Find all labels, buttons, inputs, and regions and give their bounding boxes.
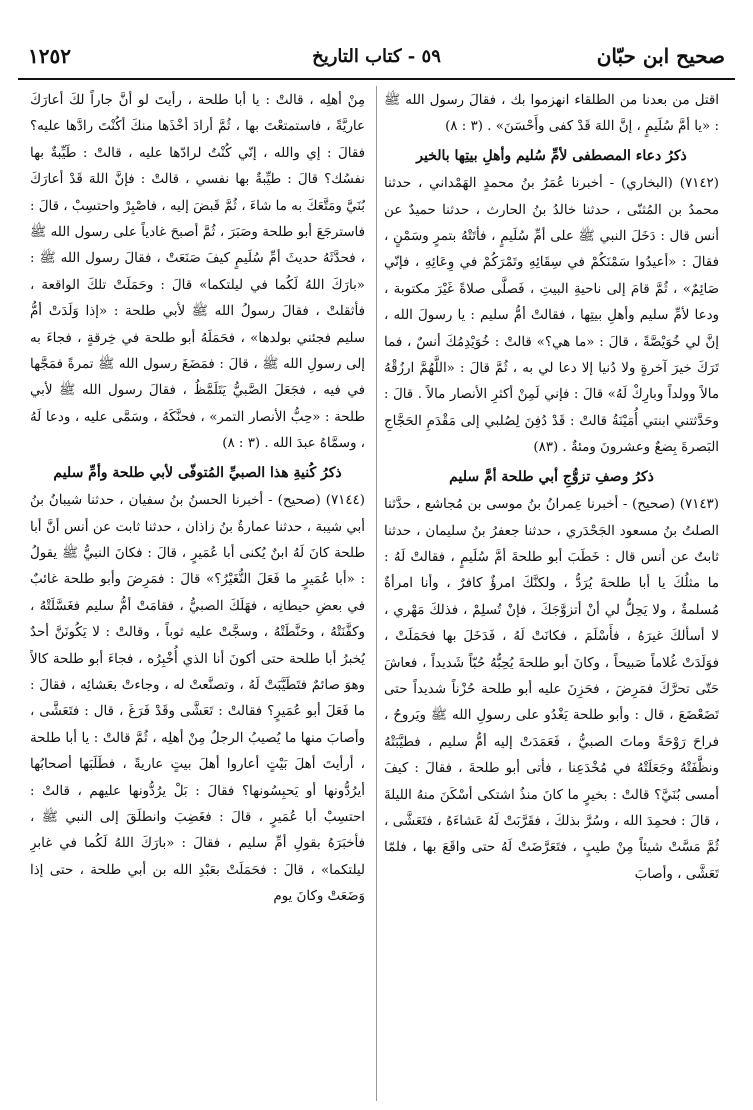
page-number: ١٢٥٢: [28, 44, 71, 68]
page-header: [18, 38, 735, 78]
right-text-column: [384, 88, 719, 1098]
book-title: صحيح ابن حبّان: [596, 44, 725, 68]
chapter-title: ٥٩ - كتاب التاريخ: [312, 46, 441, 67]
hadith-paragraph: مِنْ أهلِه ، قالتْ : يا أبا طلحة ، رأيتَ لو أنَّ جاراً لكَ أعارَكَ عاريَّةً ، فاستمتعْتَ بها ، ثُمَّ أرادَ أخْذَها منكَ أكُنْتَ رادَّها عليه؟ فقالَ : إي والله ، إنّي كُنْتُ لرادّها عليه ، قالتْ : طَيِّبةٌ بها نفسُك؟ قالَ : طيِّبةٌ بها نفسي ، قالتْ : فإنَّ اللهَ قَدْ أعارَكَ بُنَيَّ ومَتَّعَكَ به ما شاءَ ، ثُمَّ قَبضَ إليه ، فاصْبِرْ واحتسِبْ ، قالَ : فاسترجَعَ أبو طلحة وصَبَرَ ، ثُمَّ أصبحَ غادياً على رسول الله ﷺ ، فحدَّثَهُ حديثَ أمِّ سُلَيمٍ كيفَ صَنَعَتْ ، فقالَ رسول الله ﷺ : «بارَكَ اللهُ لَكُما في ليلتكما» قالَ : وحَمَلَتْ تلكَ الواقعة ، فأثقلتْ ، فقالَ رسولُ الله ﷺ لأبي طلحة : «إذا وَلَدَتْ أمُّ سليم فجئني بولدها» ، فحَمَلَهُ أبو طلحة في خِرقةٍ ، فجاءَ به إلى رسولِ الله ﷺ ، قالَ : فمَضَغَ رسول الله ﷺ تمرةً فمَجَّها في فيه ، فجَعَلَ الصَّبيُّ يَتَلَمَّظُ ، فقالَ رسول الله ﷺ لأبي طلحة : «حِبُّ الأنصار التمر» ، فحنَّكَهُ ، وسَمَّى عليه ، ودعا لَهُ ، وسمَّاهُ عبدَ الله . (٣ : ٨): [30, 93, 365, 452]
hadith-paragraph: اقتل من بعدنا من الطلقاء انهزموا بك ، فقالَ رسول الله ﷺ : «يا أمَّ سُلَيمٍ ، إنَّ اللهَ قَدْ كفى وأَحْسَنَ» . (٣ : ٨): [384, 93, 719, 135]
left-text-column: [30, 88, 365, 1098]
header-rule: [18, 78, 735, 80]
section-heading: ذكرُ كُنيةِ هذا الصبيِّ المُتوفّى لأبي طلحة وأمِّ سليم: [53, 464, 342, 481]
section-heading: ذكرُ وصفِ تزوُّجِ أبي طلحة أمَّ سليم: [449, 468, 654, 485]
hadith-paragraph: (٧١٤٣) (صحيح) - أخبرنا عِمرانُ بنُ موسى بن مُجاشع ، حدَّثنا الصلتُ بنُ مسعود الجَحْدَري ، حدثنا جعفرُ بنُ سليمان ، حدثنا ثابتٌ عن أنس قال : خَطَبَ أبو طلحةَ أمَّ سُلَيمٍ ، فقالتْ لَهُ : ما مثلُكَ يا أبا طلحةَ يُرَدُّ ، ولكنَّكَ امرؤٌ كافرٌ ، وأنا امرأةٌ مُسلمةٌ ، ولا يَحِلُّ لي أنْ أتزوَّجَكَ ، فإنْ تُسلِمْ ، فذلكَ مَهْري ، لا أسألكَ غيرَهُ ، فأَسْلَمَ ، فكانَتْ لَهُ ، فَدَخَلَ بها فحَمَلَتْ ، فوَلَدَتْ غُلاماً صَبيحاً ، وكانَ أبو طلحةَ يُحِبُّهُ حُبّاً شَديداً ، فعاشَ حَتّى تحرَّكَ فمَرِضَ ، فحَزِنَ عليه أبو طلحة حُزْناً شديداً حتى تَضَعْضَعَ ، قال : وأبو طلحة يَغْدُو على رسولِ الله ﷺ ويَروحُ ، فراحَ رَوْحَةً وماتَ الصبيُّ ، فَعَمَدَتْ إليه أمُّ سليم ، فطيَّبَتْهُ ونظَّفَتْهُ وجَعَلَتْهُ في مُخْدَعِنا ، فأتى أبو طلحةَ ، فقالَ : كيفَ أمسى بُنَيَّ؟ قالتْ : بخيرٍ ما كانَ منذُ اشتكى أسْكَنَ منهُ الليلةَ ، قالَ : فحمِدَ الله ، وسُرَّ بذلكَ ، فقَرَّبَتْ لَهُ عَشاءَهُ ، فتَعَشَّى ، ثُمَّ مَسَّتْ شيئاً مِنْ طيبٍ ، فتَعَرَّضَتْ لَهُ حتى واقَعَ بها ، فلمّا تَعَشَّى ، وأصابَ: [384, 497, 719, 882]
column-divider: [376, 86, 377, 1101]
hadith-paragraph: (٧١٤٢) (البخاري) - أخبرنا عُمَرُ بنُ محمدٍ الهَمْداني ، حدثنا محمدُ بن المُثنّى ، حدثنا خالدُ بنُ الحارث ، حدثنا حميدٌ عن أنس قال : دَخَلَ النبي ﷺ على أمِّ سُلَيمٍ ، فأتَتْهُ بتمرٍ وسَمْنٍ ، فقالَ : «أعيدُوا سَمْنَكُمْ في سِقَائِهِ وتَمْرَكُمْ في وِعَائِهِ ، فإنّي صَائِمٌ» ، ثُمَّ قامَ إلى ناحيةِ البيتِ ، فَصلَّى صلاةً غَيْرَ مكتوبة ، ودعا لأمِّ سليم وأهلِ بيتِها ، فقالتْ أمُّ سليم : يا رسولَ الله ، إنَّ لي خُوَيْصَّةً ، قالَ : «ما هي؟» قالتْ : خُوَيْدِمُكَ أنسٌ ، فما تَرَكَ خيرَ آخرةٍ ولا دُنيا إلا دعا لي به ، ثُمَّ قالَ : «اللَّهُمَّ ارزُقْهُ مالاً وولداً وبارِكْ لَهُ» قالَ : فإني لَمِنْ أكثرِ الأنصار مالاً . قالَ : وحَدَّثتني ابنتي أُمَيْنَةُ قالتْ : قَدْ دُفِنَ لِصُلبي إلى مَقْدَمِ الحَجَّاجِ البَصرةَ بِضعٌ وعشرونَ ومئةٌ . (٨٣): [384, 176, 719, 456]
section-heading: ذكرُ دعاء المصطفى لأمِّ سُليم وأهلِ بيتِها بالخير: [416, 147, 687, 164]
hadith-paragraph: (٧١٤٤) (صحيح) - أخبرنا الحسنُ بنُ سفيان ، حدثنا شيبانُ بنُ أبي شيبة ، حدثنا عمارةُ بنُ زاذان ، حدثنا ثابت عن أنس أنَّ أبا طلحة كانَ لَهُ ابنٌ يُكنى أبا عُمَيرٍ ، قالَ : فكانَ النبيُّ ﷺ يقولُ : «أبا عُمَيرٍ ما فَعَلَ النُّغَيْرُ؟» قالَ : فمَرِضَ وأبو طلحة غائبٌ في بعضِ حيطانِه ، فهَلَكَ الصبيُّ ، فقامَتْ أمُّ سليم فغَسَّلَتْهُ ، وكفَّنَتْهُ ، وحَنَّطَتْهُ ، وسجَّتْ عليه ثوباً ، وقالتْ : لا يَكُونَنَّ أحدٌ يُخبرُ أبا طلحة حتى أكونَ أنا الذي أُخْبِرُه ، فجاءَ أبو طلحة كالاً وهوَ صائمٌ فتَطَيَّبَتْ لَهُ ، وتصنَّعتْ له ، وجاءتْ بعَشائِه ، فقالَ : ما فَعَلَ أبو عُمَيرٍ؟ فقالتْ : تَعَشَّى وقَدْ فَرَغَ ، قال : فتَعَشَّى ، وأصابَ منها ما يُصيبُ الرجلُ مِنْ أهلِه ، ثُمَّ قالتْ : يا أبا طلحة ، أرأيتَ أهلَ بَيْتٍ أعاروا أهلَ بيتٍ عاريةً ، فطَلَبَها أصحابُها أيرُدُّونها أو يَحبِسُونها؟ فقالَ : بَلْ يرُدُّونها عليهم ، قالتْ : احتسِبْ أبا عُمَيرٍ ، قالَ : فغَضِبَ وانطلَقَ إلى النبي ﷺ ، فأخبَرَهُ بقولِ أمِّ سليم ، فقالَ : «بارَكَ اللهُ لَكُما في غابرِ ليلتكما» ، قالَ : فحَمَلَتْ بعَبْدِ الله بن أبي طلحة ، حتى إذا وَضَعَتْ وكانَ يوم: [30, 493, 365, 905]
